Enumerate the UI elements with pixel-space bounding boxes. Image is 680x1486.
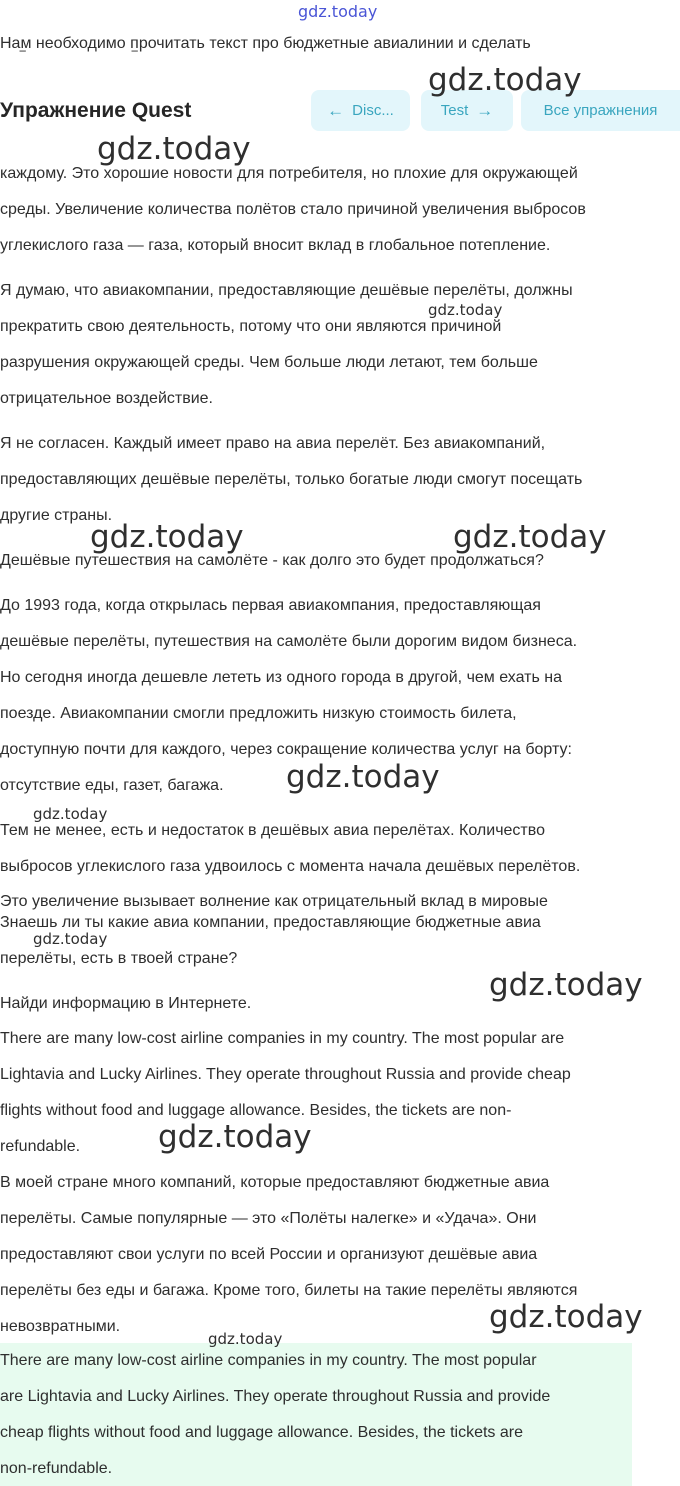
text-line: поезде. Авиакомпании смогли предложить низкую стоимость билета,: [0, 705, 517, 722]
prev-exercise-label: Disc...: [352, 102, 394, 119]
watermark: gdz.today: [428, 301, 503, 319]
text-line: доступную почти для каждого, через сокращение количества услуг на борту:: [0, 741, 572, 758]
watermark: gdz.today: [33, 805, 108, 823]
watermark: gdz.today: [489, 1299, 643, 1335]
answer-translation-line: перелёты. Самые популярные — это «Полёты налегке» и «Удача». Они: [0, 1210, 537, 1227]
intro-line: Нам необходимо прочитать текст про бюджетные авиалинии и сделать: [0, 35, 531, 52]
text-line: Тем не менее, есть и недостаток в дешёвых авиа перелётах. Количество: [0, 822, 545, 839]
section-heading: Дешёвые путешествия на самолёте - как долго это будет продолжаться?: [0, 552, 544, 569]
watermark: gdz.today: [90, 519, 244, 555]
clipped-text-line: [0, 888, 680, 910]
answer-box-line: non-refundable.: [0, 1460, 113, 1477]
text-line: разрушения окружающей среды. Чем больше люди летают, тем больше: [0, 354, 538, 371]
answer-line: refundable.: [0, 1138, 81, 1155]
watermark: gdz.today: [453, 519, 607, 555]
text-line: дешёвые перелёты, путешествия на самолёте были дорогим видом бизнеса.: [0, 633, 578, 650]
text-line: предоставляющих дешёвые перелёты, только богатые люди смогут посещать: [0, 471, 583, 488]
arrow-left-icon: ←: [327, 100, 345, 120]
text-line: каждому. Это хорошие новости для потребителя, но плохие для окружающей: [0, 165, 578, 182]
answer-line: flights without food and luggage allowance. Besides, the tickets are non-: [0, 1102, 512, 1119]
watermark: gdz.today: [286, 759, 440, 795]
answer-translation-line: В моей стране много компаний, которые предоставляют бюджетные авиа: [0, 1174, 550, 1191]
watermark: gdz.today: [298, 2, 378, 21]
answer-box-line: cheap flights without food and luggage allowance. Besides, the tickets are: [0, 1424, 523, 1441]
clipped-text-line: ‾ ‾: [20, 50, 138, 67]
all-exercises-label: Все упражнения: [543, 102, 658, 119]
task-question: Знаешь ли ты какие авиа компании, предоставляющие бюджетные авиа: [0, 914, 541, 931]
prev-exercise-button[interactable]: [311, 90, 410, 131]
text-line: отрицательное воздействие.: [0, 390, 213, 407]
text-line: выбросов углекислого газа удвоилось с момента начала дешёвых перелётов.: [0, 858, 581, 875]
watermark: gdz.today: [97, 131, 251, 167]
watermark: gdz.today: [33, 930, 108, 948]
answer-translation-line: невозвратными.: [0, 1318, 121, 1335]
watermark: gdz.today: [489, 967, 643, 1003]
watermark: gdz.today: [208, 1330, 283, 1348]
text-line: углекислого газа — газа, который вносит вклад в глобальное потепление.: [0, 237, 551, 254]
text-line: среды. Увеличение количества полётов стало причиной увеличения выбросов: [0, 201, 586, 218]
answer-line: Lightavia and Lucky Airlines. They operate throughout Russia and provide cheap: [0, 1066, 571, 1083]
text-line: отсутствие еды, газет, багажа.: [0, 777, 224, 794]
text-line: Я думаю, что авиакомпании, предоставляющие дешёвые перелёты, должны: [0, 282, 573, 299]
watermark: gdz.today: [428, 62, 582, 98]
answer-box-line: are Lightavia and Lucky Airlines. They operate throughout Russia and provide: [0, 1388, 551, 1405]
text-line: До 1993 года, когда открылась первая авиакомпания, предоставляющая: [0, 597, 541, 614]
text-line: другие страны.: [0, 507, 113, 524]
text-line: Это увеличение вызывает волнение как отрицательный вклад в мировые: [0, 893, 548, 910]
watermark: gdz.today: [158, 1119, 312, 1155]
text-line: прекратить свою деятельность, потому что они являются причиной: [0, 318, 502, 335]
answer-box-line: There are many low-cost airline companies in my country. The most popular: [0, 1352, 537, 1369]
next-exercise-label: Test: [440, 102, 469, 119]
text-line: Но сегодня иногда дешевле лететь из одного города в другой, чем ехать на: [0, 669, 563, 686]
text-line: Я не согласен. Каждый имеет право на авиа перелёт. Без авиакомпаний,: [0, 435, 546, 452]
arrow-right-icon: →: [476, 100, 494, 120]
task-instruction: Найди информацию в Интернете.: [0, 995, 252, 1012]
page-title: Упражнение Quest: [0, 99, 192, 122]
answer-translation-line: предоставляют свои услуги по всей России и организуют дешёвые авиа: [0, 1246, 538, 1263]
answer-translation-line: перелёты без еды и багажа. Кроме того, билеты на такие перелёты являются: [0, 1282, 578, 1299]
task-question: перелёты, есть в твоей стране?: [0, 950, 238, 967]
answer-line: There are many low-cost airline companies in my country. The most popular are: [0, 1030, 565, 1047]
